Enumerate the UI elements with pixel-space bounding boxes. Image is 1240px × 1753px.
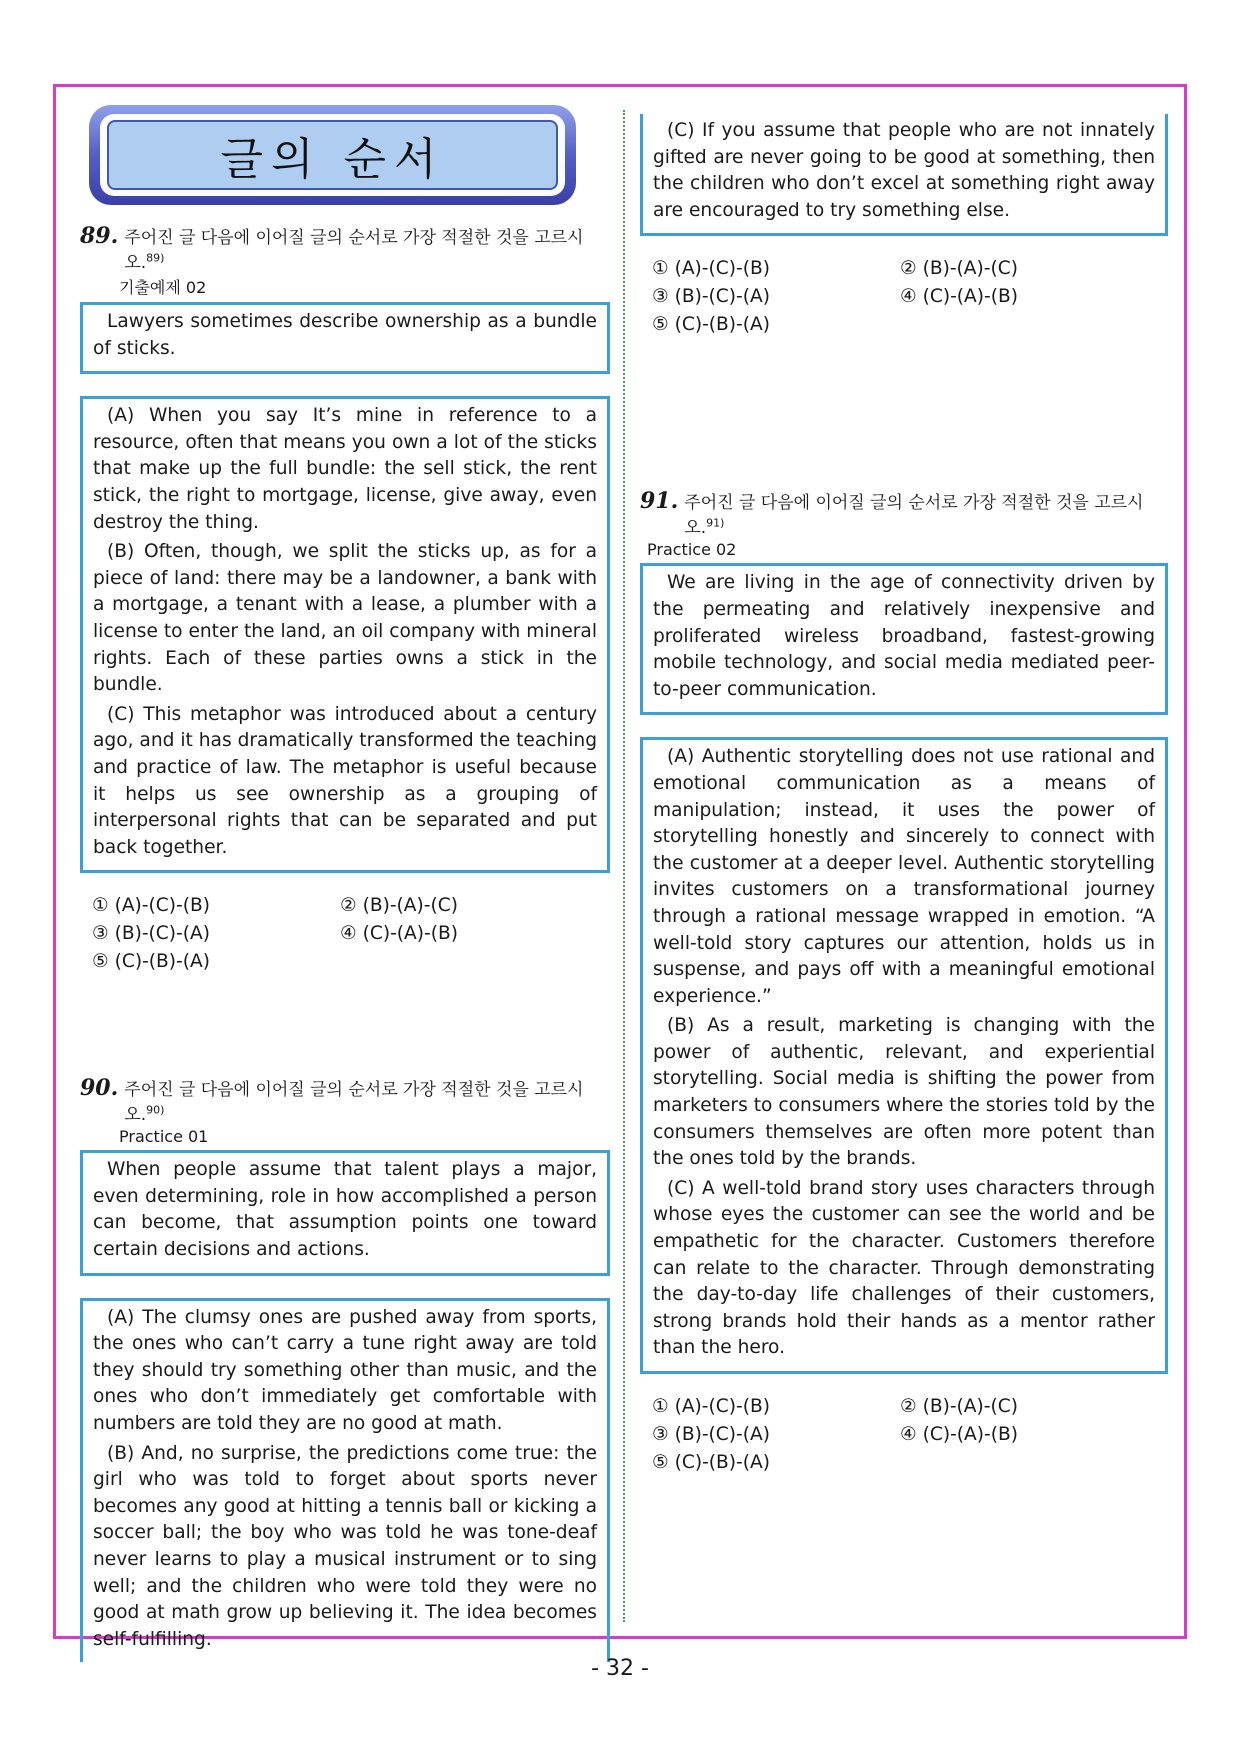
- choice-1[interactable]: ① (A)-(C)-(B): [92, 895, 210, 917]
- question-prompt: 주어진 글 다음에 이어질 글의 순서로 가장 적절한 것을 고르시오.$^{90)}$: [124, 1080, 584, 1126]
- choice-2[interactable]: ② (B)-(A)-(C): [900, 1396, 1018, 1417]
- paragraph-c: (C) If you assume that people who are not innately gifted are never going to be good at something, then the children who don’t excel at something right away are encouraged to try something else.: [653, 120, 1155, 221]
- paragraph-c: (C) This metaphor was introduced about a century ago, and it has dramatically transformed the teaching and practice of law. The metaphor is useful because it helps us see ownership as a grouping of interpersonal rights that can be separated and put back together.: [93, 703, 597, 858]
- paragraph-a: (A) The clumsy ones are pushed away from sports, the ones who can’t carry a tune right away are told they should try something other than music, and the ones who don’t immediately get comfortable with numbers are told they are no good at math.: [93, 1306, 597, 1435]
- question-91: [640, 488, 1168, 1476]
- choice-1[interactable]: ① (A)-(C)-(B): [652, 1396, 770, 1417]
- choice-3[interactable]: ③ (B)-(C)-(A): [652, 1424, 770, 1445]
- choice-2[interactable]: ② (B)-(A)-(C): [900, 258, 1018, 280]
- column-divider: [623, 110, 625, 1622]
- page-number: - 32 -: [591, 1656, 649, 1681]
- question-number: 91.: [640, 488, 679, 515]
- given-passage: When people assume that talent plays a major, even determining, role in how accomplished a person can become, that assumption points one toward certain decisions and actions.: [80, 1150, 610, 1275]
- choice-1[interactable]: ① (A)-(C)-(B): [652, 258, 770, 280]
- question-prompt: 주어진 글 다음에 이어질 글의 순서로 가장 적절한 것을 고르시오.$^{91)}$: [684, 493, 1144, 539]
- paragraphs-box: [640, 737, 1168, 1374]
- paragraph-b: (B) Often, though, we split the sticks up, as for a piece of land: there may be a landowner, a bank with a mortgage, a tenant with a lease, a plumber with a license to enter the land, an oil company with mineral rights. Each of these parties owns a stick in the bundle.: [93, 541, 597, 696]
- question-source: 기출예제 02: [119, 278, 207, 297]
- right-column: [640, 108, 1168, 1476]
- question-number: 90.: [80, 1075, 119, 1102]
- left-column: [80, 105, 610, 1662]
- paragraph-b: (B) As a result, marketing is changing with the power of authentic, relevant, and experiential storytelling. Social media is shifting the power from marketers to consumers where the stories told by the consumers themselves are often more potent than the ones told by the brands.: [653, 1015, 1155, 1170]
- choice-5[interactable]: ⑤ (C)-(B)-(A): [652, 314, 770, 336]
- question-source: Practice 02: [647, 540, 737, 560]
- choice-5[interactable]: ⑤ (C)-(B)-(A): [92, 951, 210, 973]
- question-source: Practice 01: [119, 1127, 209, 1147]
- choice-2[interactable]: ② (B)-(A)-(C): [340, 895, 458, 917]
- answer-choices: [652, 1394, 1168, 1476]
- question-number: 89.: [80, 223, 119, 249]
- question-90: [80, 1075, 610, 1662]
- paragraph-a: (A) When you say It’s mine in reference to a resource, often that means you own a lot of the sticks that make up the full bundle: the sell stick, the rent stick, the right to mortgage, license, give away, even destroy the thing.: [93, 405, 597, 533]
- given-passage: Lawyers sometimes describe ownership as a bundle of sticks.: [80, 302, 610, 374]
- choice-3[interactable]: ③ (B)-(C)-(A): [92, 923, 210, 945]
- paragraph-c-continued-box: [640, 114, 1168, 236]
- paragraph-a: (A) Authentic storytelling does not use rational and emotional communication as a means of manipulation; instead, it uses the power of storytelling honestly and sincerely to connect with the customer at a deeper level. Authentic storytelling invites customers on a transformational journey through a rational message wrapped in emotion. “A well-told story captures our attention, holds us in suspense, and pays off with a meaningful emotional experience.”: [653, 746, 1155, 1007]
- given-passage: We are living in the age of connectivity driven by the permeating and relatively inexpensive and proliferated wireless broadband, fastest-growing mobile technology, and social media mediated peer-to-peer communication.: [640, 563, 1168, 715]
- choice-3[interactable]: ③ (B)-(C)-(A): [652, 286, 770, 308]
- paragraphs-box: [80, 396, 610, 873]
- choice-5[interactable]: ⑤ (C)-(B)-(A): [652, 1452, 770, 1473]
- question-89: [80, 223, 610, 975]
- choice-4[interactable]: ④ (C)-(A)-(B): [340, 923, 458, 945]
- choice-4[interactable]: ④ (C)-(A)-(B): [900, 286, 1018, 308]
- paragraphs-box: [80, 1298, 610, 1663]
- question-prompt: 주어진 글 다음에 이어질 글의 순서로 가장 적절한 것을 고르시오.$^{89)}$: [124, 228, 584, 273]
- page-title: 글의 순서: [220, 134, 445, 185]
- paragraph-c: (C) A well-told brand story uses characters through whose eyes the customer can see the world and be empathetic for the character. Customers therefore can relate to the character. Through demonstrating the day-to-day life challenges of their customers, strong brands hold their hands as a mentor rather than the hero.: [653, 1177, 1155, 1359]
- section-title-banner: [89, 105, 576, 205]
- choice-4[interactable]: ④ (C)-(A)-(B): [900, 1424, 1018, 1445]
- paragraph-b: (B) And, no surprise, the predictions come true: the girl who was told to forget about sports never becomes any good at hitting a tennis ball or kicking a soccer ball; the boy who was told he was tone-deaf never learns to play a musical instrument or to sing well; and the children who were told they were no good at math grow up believing it. The idea becomes self-fulfilling.: [93, 1442, 597, 1650]
- answer-choices: [652, 256, 1168, 338]
- answer-choices: [92, 893, 610, 975]
